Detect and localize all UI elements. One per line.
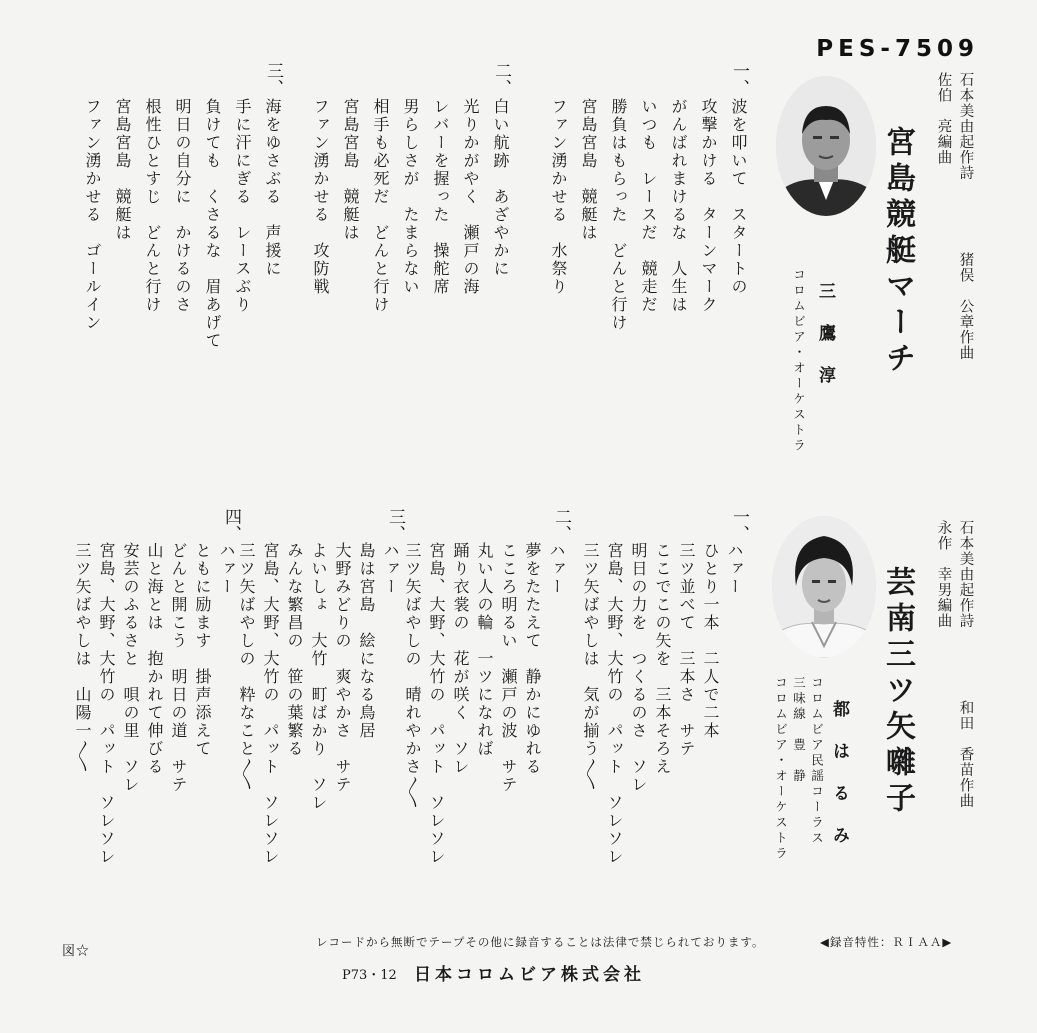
song1-title: 宮島競艇マーチ xyxy=(880,126,915,378)
song1-verse3-line1: 海をゆさぶる 声援に xyxy=(263,98,282,278)
song2-verse4-line4: 山と海とは 抱かれて伸びる xyxy=(145,542,164,776)
song2-verse4-number: 四、 xyxy=(221,508,241,542)
song2-verse1-line6: 宮島、大野、大竹の パット ソレソレ xyxy=(605,542,624,866)
song2-orchestra: コロムビア・オーケストラ xyxy=(773,676,789,862)
song2-verse1-line7: 三ツ矢ばやしは 気が揃う〳〵 xyxy=(581,542,600,792)
song1-verse1-line3: がんばれまけるな 人生は xyxy=(669,98,688,314)
song1-verse2-line7: ファン湧かせる 攻防戦 xyxy=(311,98,330,296)
song2-verse3-line6: 宮島、大野、大竹の パット ソレソレ xyxy=(261,542,280,866)
song2-verse3-line3: 大野みどりの 爽やかさ サテ xyxy=(333,542,352,794)
song1-verse3-line3: 負けても くさるな 眉あげて xyxy=(203,98,222,350)
song1-verse2-line1: 白い航跡 あざやかに xyxy=(491,98,510,278)
song2-chorus: コロムビア民謡コーラス xyxy=(809,676,825,847)
song2-verse4-line5: 安芸のふるさと 唄の里 ソレ xyxy=(121,542,140,794)
footer-notice: レコードから無断でテープその他に録音することは法律で禁じられております。 xyxy=(316,935,765,949)
song2-verse4-line6: 宮島、大野、大竹の パット ソレソレ xyxy=(97,542,116,866)
song2-verse2-line3: こころ明るい 瀬戸の波 サテ xyxy=(499,542,518,794)
footer-code: P73・12 xyxy=(342,968,397,983)
song1-credit-arranger: 佐伯 亮編曲 xyxy=(935,72,952,165)
song2-verse2-line2: 夢をたたえて 静かにゆれる xyxy=(523,542,542,776)
song1-verse1-line6: 宮島宮島 競艇は xyxy=(579,98,598,242)
footer-mark: 図☆ xyxy=(62,944,91,959)
song2-credit-arranger: 永作 幸男編曲 xyxy=(935,520,952,629)
song2-verse3-line4: よいしょ 大竹 町ばかり ソレ xyxy=(309,542,328,812)
song2-credit-composer: 和田 香苗作曲 xyxy=(957,700,974,809)
artist2-photo xyxy=(772,516,876,658)
song2-verse1-line5: 明日の力を つくるのさ ソレ xyxy=(629,542,648,794)
song2-verse3-number: 三、 xyxy=(385,508,405,542)
song2-verse2-number: 二、 xyxy=(551,508,571,542)
song2-verse1-number: 一、 xyxy=(729,508,749,542)
artist1-photo xyxy=(776,76,876,216)
song2-verse2-line5: 踊り衣裳の 花が咲く ソレ xyxy=(451,542,470,776)
song2-verse2-line6: 宮島、大野、大竹の パット ソレソレ xyxy=(427,542,446,866)
song2-verse4-line2: ともに励ます 掛声添えて xyxy=(193,542,212,758)
song1-verse3-line4: 明日の自分に かけるのさ xyxy=(173,98,192,314)
song1-verse1-line2: 攻撃かける ターンマーク xyxy=(699,98,718,314)
song2-artist: 都 は る み xyxy=(829,700,849,847)
song1-verse2-line4: 男らしさが たまらない xyxy=(401,98,420,296)
song1-artist: 三 鷹 淳 xyxy=(815,282,835,387)
song1-verse2-line6: 宮島宮島 競艇は xyxy=(341,98,360,242)
catalog-number: PES-7509 xyxy=(816,36,979,62)
song1-verse1-number: 一、 xyxy=(729,62,749,96)
song1-orchestra: コロムビア・オーケストラ xyxy=(791,268,807,454)
footer-company: 日本コロムビア株式会社 xyxy=(414,965,645,985)
song1-credit-lyrics: 石本美由起作詩 xyxy=(957,72,974,181)
song1-verse3-line6: 宮島宮島 競艇は xyxy=(113,98,132,242)
song1-verse2-line3: レバーを握った 操舵席 xyxy=(431,98,450,296)
song1-credit-composer: 猪俣 公章作曲 xyxy=(957,252,974,361)
song2-title: 芸南三ツ矢囃子 xyxy=(880,566,915,818)
song2-verse2-line1: ハァー xyxy=(547,542,566,596)
song1-verse2-line5: 相手も必死だ どんと行け xyxy=(371,98,390,314)
song2-verse2-line7: 三ツ矢ばやしの 晴れやかさ〳〵 xyxy=(403,542,422,810)
song1-verse3-line2: 手に汗にぎる レースぶり xyxy=(233,98,252,314)
song2-credit-lyrics: 石本美由起作詩 xyxy=(957,520,974,629)
song1-verse1-line5: 勝負はもらった どんと行け xyxy=(609,98,628,332)
song2-verse4-line3: どんと開こう 明日の道 サテ xyxy=(169,542,188,794)
song2-verse3-line2: 島は宮島 絵になる鳥居 xyxy=(357,542,376,740)
song2-shamisen: 三味線 豊 静 xyxy=(791,676,807,785)
song2-verse3-line5: みんな繁昌の 笹の葉繁る xyxy=(285,542,304,758)
song1-verse3-line5: 根性ひとすじ どんと行け xyxy=(143,98,162,314)
song1-verse3-number: 三、 xyxy=(263,62,283,96)
song2-verse4-line1: ハァー xyxy=(217,542,236,596)
song2-verse2-line4: 丸い人の輪 一ツになれば xyxy=(475,542,494,758)
song2-verse3-line7: 三ツ矢ばやしの 粋なこと〳〵 xyxy=(237,542,256,792)
song2-verse1-line1: ハァー xyxy=(725,542,744,596)
song2-verse1-line4: ここでこの矢を 三本そろえ xyxy=(653,542,672,776)
song1-verse1-line1: 波を叩いて スタートの xyxy=(729,98,748,296)
song1-verse3-line7: ファン湧かせる ゴールイン xyxy=(83,98,102,332)
song1-verse1-line7: ファン湧かせる 水祭り xyxy=(549,98,568,296)
song1-verse2-number: 二、 xyxy=(491,62,511,96)
song2-verse1-line2: ひとり一本 二人で二本 xyxy=(701,542,720,740)
footer-recording-spec: ◀録音特性：ＲＩＡＡ▶ xyxy=(820,935,953,949)
song1-verse2-line2: 光りかがやく 瀬戸の海 xyxy=(461,98,480,296)
song2-verse4-line7: 三ツ矢ばやしは 山陽一〳〵 xyxy=(73,542,92,774)
song2-verse1-line3: 三ツ並べて 三本さ サテ xyxy=(677,542,696,758)
song1-verse1-line4: いつも レースだ 競走だ xyxy=(639,98,658,314)
song2-verse3-line1: ハァー xyxy=(381,542,400,596)
